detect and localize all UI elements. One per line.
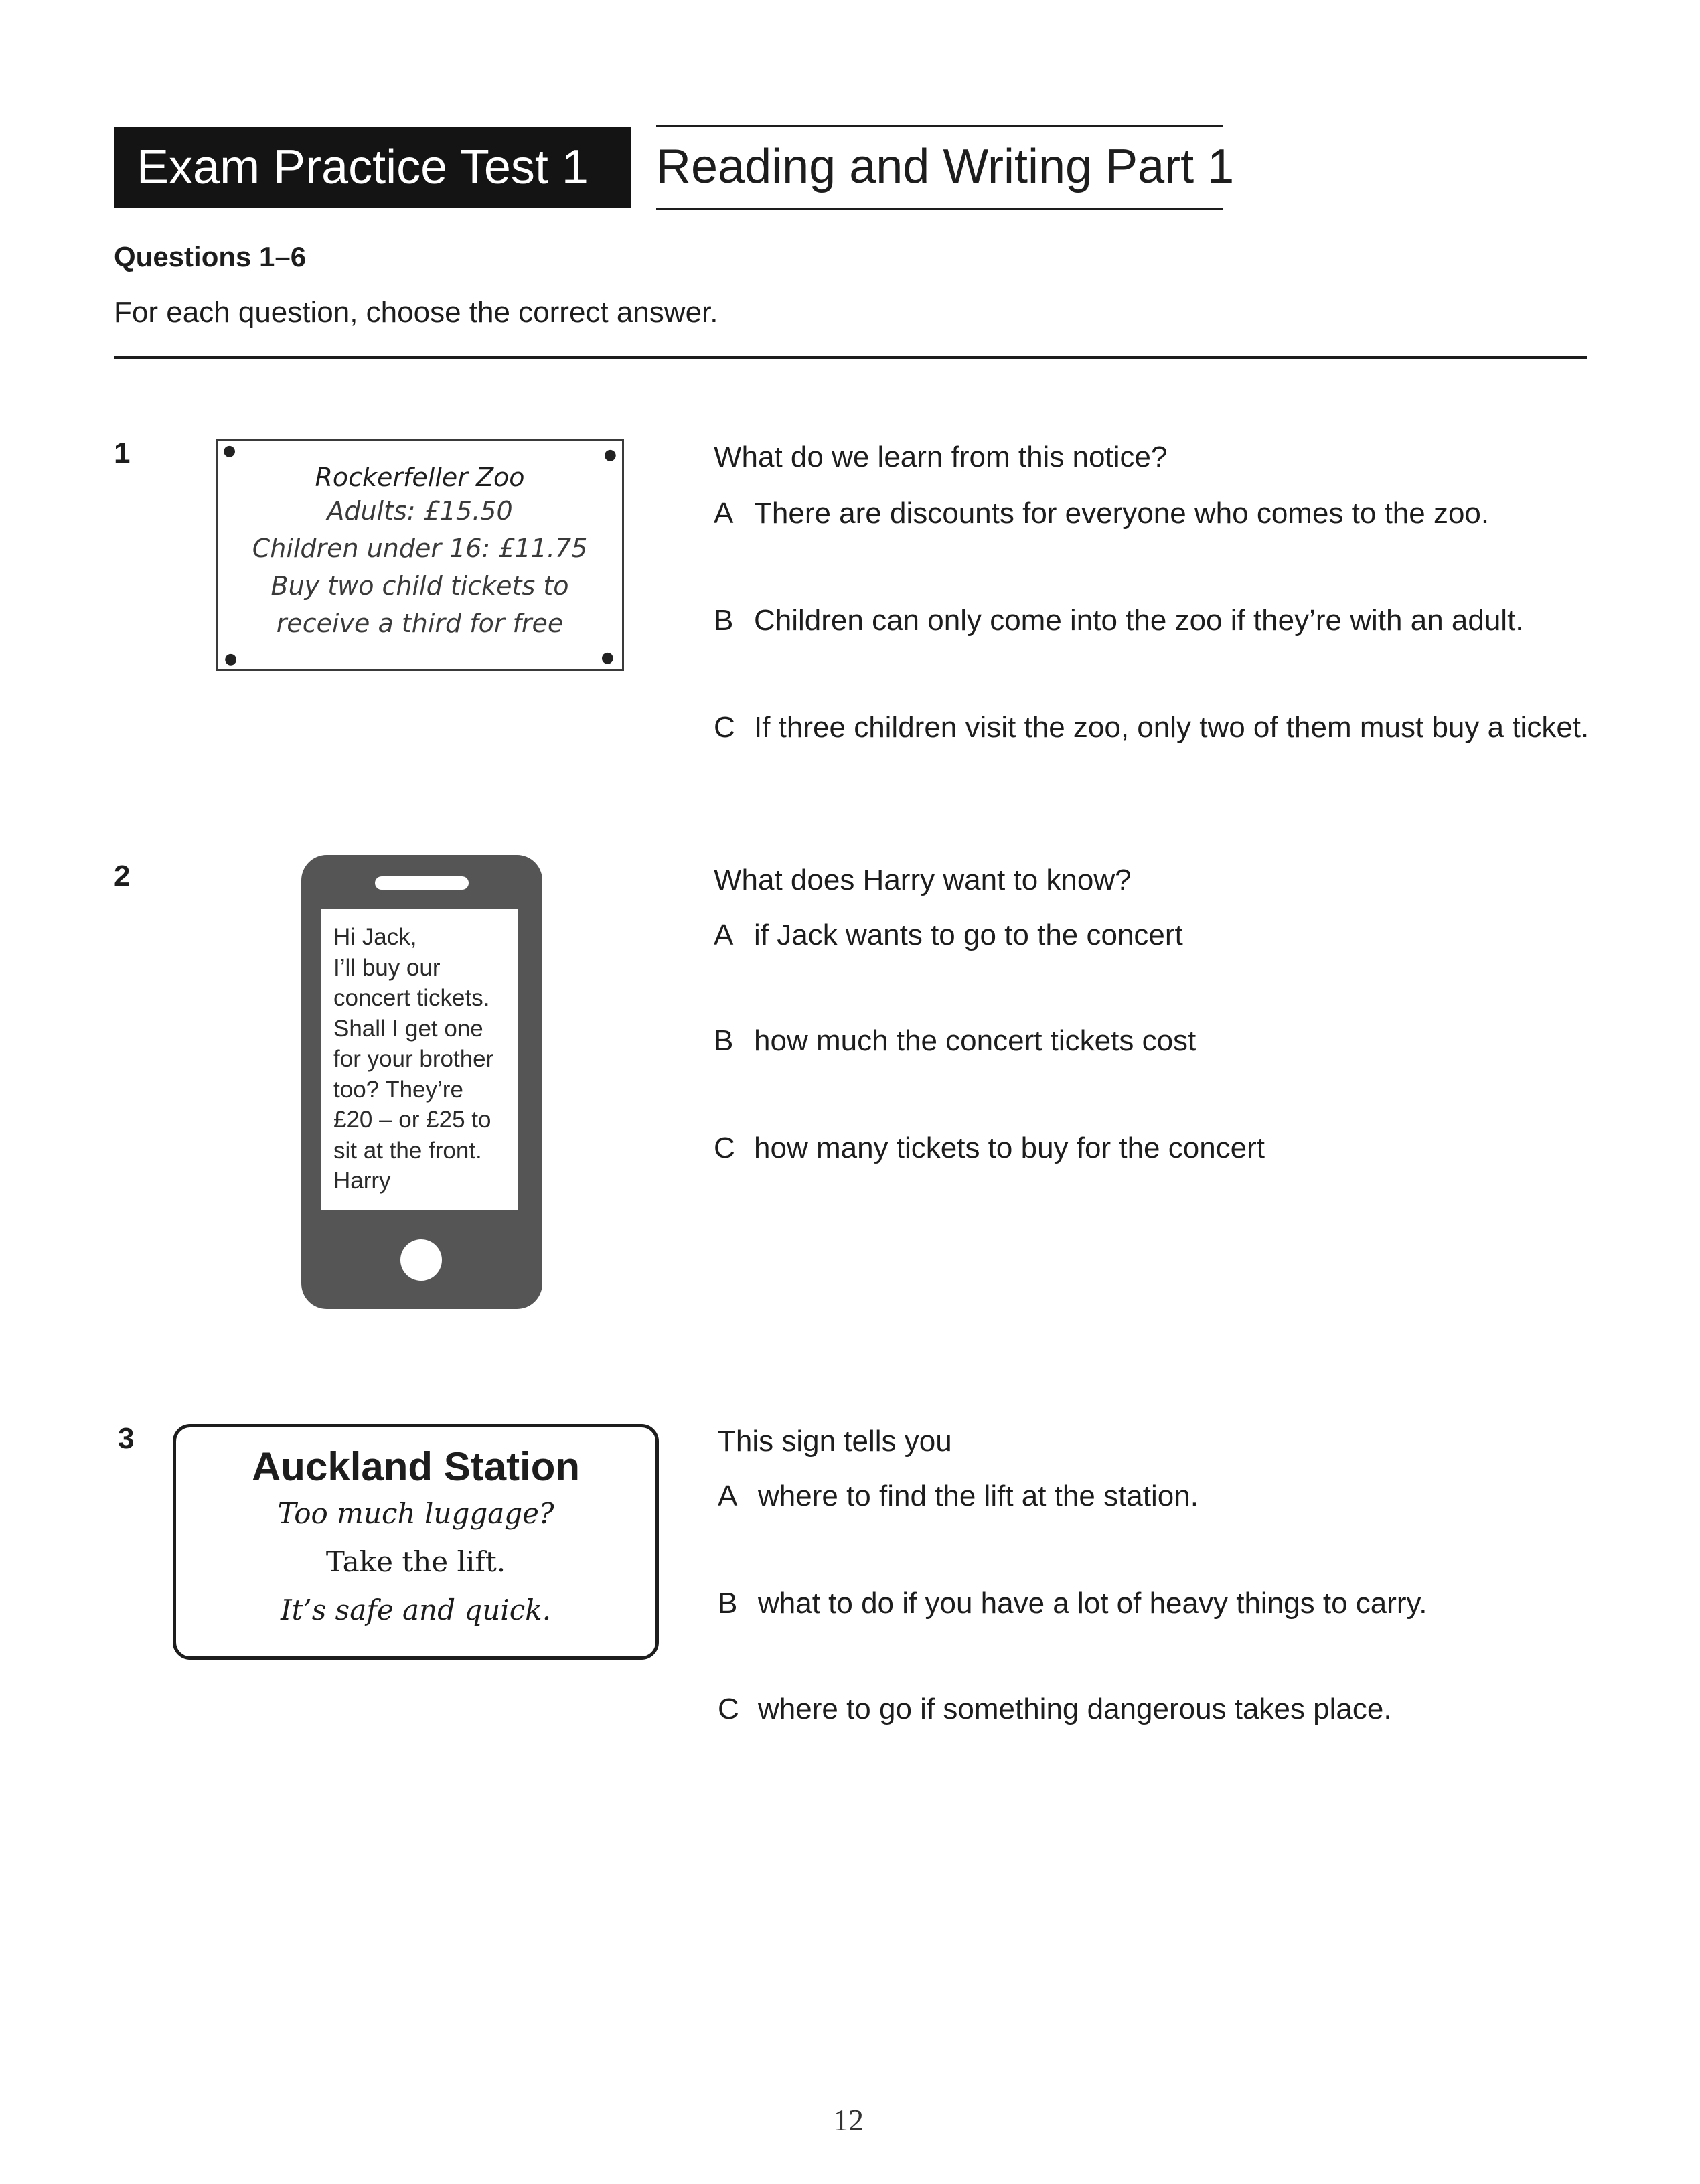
- message-line: £20 – or £25 to: [333, 1107, 491, 1133]
- message-line: for your brother: [333, 1046, 494, 1072]
- zoo-notice: [216, 439, 624, 671]
- option-b[interactable]: [714, 1024, 1196, 1058]
- message-line: too? They’re: [333, 1076, 463, 1103]
- option-letter: A: [714, 497, 734, 530]
- sign-line: Take the lift.: [325, 1545, 506, 1578]
- question-prompt: What does Harry want to know?: [714, 864, 1132, 896]
- option-text: if Jack wants to go to the concert: [754, 919, 1183, 951]
- message-line: Harry: [333, 1168, 391, 1194]
- phone-illustration: [301, 855, 542, 1309]
- option-letter: C: [714, 1132, 735, 1164]
- option-a[interactable]: [718, 1480, 1199, 1513]
- option-b[interactable]: [718, 1587, 1427, 1620]
- option-letter: C: [714, 711, 735, 744]
- station-sign: [173, 1424, 659, 1660]
- question-number: 1: [114, 437, 131, 469]
- page-number: 12: [833, 2103, 864, 2137]
- option-letter: C: [718, 1693, 739, 1725]
- question-number: 2: [114, 860, 131, 892]
- pin-icon: ●: [603, 447, 617, 463]
- option-c[interactable]: [714, 711, 1589, 745]
- option-a[interactable]: [714, 497, 1489, 530]
- notice-title: Rockerfeller Zoo: [315, 463, 525, 492]
- option-text: how much the concert tickets cost: [754, 1024, 1196, 1057]
- notice-line: Buy two child tickets to: [271, 571, 569, 601]
- sign-line: Too much luggage?: [277, 1497, 554, 1530]
- divider: [114, 356, 1587, 359]
- text-message: [321, 909, 518, 1210]
- question-prompt: What do we learn from this notice?: [714, 441, 1168, 473]
- message-line: concert tickets.: [333, 985, 490, 1011]
- option-text: what to do if you have a lot of heavy things to carry.: [758, 1587, 1427, 1620]
- option-letter: B: [718, 1587, 738, 1620]
- option-text: where to find the lift at the station.: [758, 1480, 1199, 1512]
- instruction-text: For each question, choose the correct answer.: [114, 296, 718, 329]
- pin-icon: ●: [223, 443, 236, 459]
- option-b[interactable]: [714, 604, 1524, 637]
- test-badge: Exam Practice Test 1: [114, 127, 631, 208]
- option-letter: A: [714, 919, 734, 951]
- question-prompt: This sign tells you: [718, 1425, 952, 1458]
- option-text: where to go if something dangerous takes place.: [758, 1693, 1392, 1725]
- option-text: If three children visit the zoo, only two of them must buy a ticket.: [754, 711, 1590, 744]
- option-letter: B: [714, 604, 734, 637]
- option-c[interactable]: [714, 1132, 1265, 1165]
- message-line: sit at the front.: [333, 1137, 482, 1164]
- notice-line: Adults: £15.50: [327, 496, 513, 526]
- section-title: Reading and Writing Part 1: [656, 125, 1223, 210]
- message-line: Shall I get one: [333, 1015, 483, 1042]
- option-letter: A: [718, 1480, 738, 1512]
- message-line: I’ll buy our: [333, 954, 441, 981]
- pin-icon: ●: [601, 649, 614, 666]
- option-text: Children can only come into the zoo if they’re with an adult.: [754, 604, 1524, 637]
- home-button-icon: [400, 1239, 442, 1281]
- option-letter: B: [714, 1024, 734, 1057]
- sign-line: It’s safe and quick.: [280, 1593, 552, 1626]
- sign-title: Auckland Station: [251, 1444, 581, 1489]
- questions-heading: Questions 1–6: [114, 241, 307, 272]
- notice-line: Children under 16: £11.75: [252, 534, 588, 563]
- pin-icon: ●: [224, 651, 238, 668]
- option-c[interactable]: [718, 1693, 1392, 1726]
- phone-speaker: [375, 876, 469, 890]
- option-text: how many tickets to buy for the concert: [754, 1132, 1265, 1164]
- option-a[interactable]: [714, 919, 1183, 952]
- notice-line: receive a third for free: [276, 609, 564, 638]
- message-line: Hi Jack,: [333, 924, 417, 950]
- option-text: There are discounts for everyone who comes to the zoo.: [754, 497, 1490, 530]
- question-number: 3: [118, 1422, 135, 1455]
